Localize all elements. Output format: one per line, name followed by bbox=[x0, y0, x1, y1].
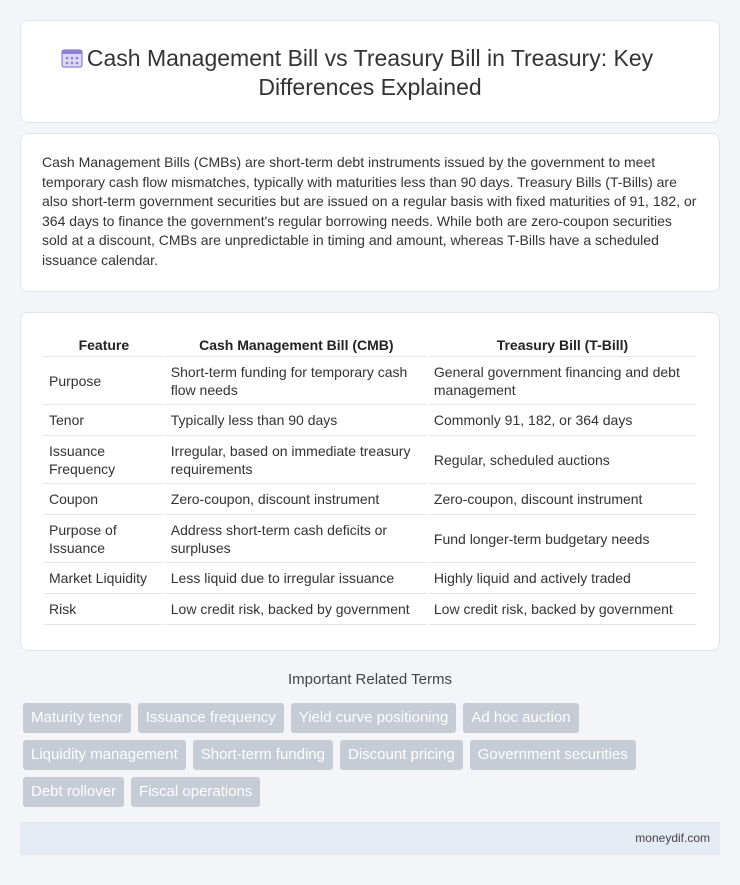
table-cell: Purpose bbox=[44, 357, 164, 405]
header-tbill: Treasury Bill (T-Bill) bbox=[429, 333, 696, 357]
table-cell: Market Liquidity bbox=[44, 563, 164, 594]
table-row bbox=[44, 484, 696, 515]
table-row bbox=[44, 563, 696, 594]
tag-row bbox=[23, 777, 713, 807]
tag-yield-curve-positioning[interactable]: Yield curve positioning bbox=[291, 703, 457, 733]
intro-paragraph: Cash Management Bills (CMBs) are short-term debt instruments issued by the government to meet temporary cash flow mismatches, typically with maturities less than 90 days. Treasury Bills (T-Bills) are also short-term government securities but are issued on a regular basis with fixed maturities of 91, 182, or 364 days to finance the government's regular borrowing needs. While both are zero-coupon securities sold at a discount, CMBs are unpredictable in timing and amount, whereas T-Bills have a scheduled issuance calendar. bbox=[42, 154, 697, 268]
table-cell: Risk bbox=[44, 594, 164, 625]
title-card bbox=[20, 20, 720, 123]
table-row bbox=[44, 405, 696, 436]
table-cell: Commonly 91, 182, or 364 days bbox=[429, 405, 696, 436]
table-cell: Short-term funding for temporary cash flow needs bbox=[166, 357, 427, 405]
table-cell: Issuance Frequency bbox=[44, 436, 164, 484]
table-row bbox=[44, 515, 696, 563]
table-cell: Zero-coupon, discount instrument bbox=[429, 484, 696, 515]
table-cell: Tenor bbox=[44, 405, 164, 436]
header-cmb: Cash Management Bill (CMB) bbox=[166, 333, 427, 357]
comparison-table bbox=[42, 333, 698, 625]
tag-ad-hoc-auction[interactable]: Ad hoc auction bbox=[463, 703, 578, 733]
tag-fiscal-operations[interactable]: Fiscal operations bbox=[131, 777, 260, 807]
table-cell: Irregular, based on immediate treasury requirements bbox=[166, 436, 427, 484]
table-row bbox=[44, 594, 696, 625]
tag-discount-pricing[interactable]: Discount pricing bbox=[340, 740, 463, 770]
tag-short-term-funding[interactable]: Short-term funding bbox=[193, 740, 333, 770]
table-row bbox=[44, 357, 696, 405]
tag-liquidity-management[interactable]: Liquidity management bbox=[23, 740, 186, 770]
table-header-row bbox=[44, 333, 696, 357]
table-cell: Highly liquid and actively traded bbox=[429, 563, 696, 594]
related-terms-heading: Important Related Terms bbox=[288, 671, 452, 688]
table-cell: Zero-coupon, discount instrument bbox=[166, 484, 427, 515]
table-row bbox=[44, 436, 696, 484]
table-cell: Coupon bbox=[44, 484, 164, 515]
table-cell: Less liquid due to irregular issuance bbox=[166, 563, 427, 594]
header-feature: Feature bbox=[44, 333, 164, 357]
table-cell: Regular, scheduled auctions bbox=[429, 436, 696, 484]
footer bbox=[20, 822, 720, 855]
footer-site-link[interactable]: moneydif.com bbox=[635, 831, 710, 845]
tag-maturity-tenor[interactable]: Maturity tenor bbox=[23, 703, 131, 733]
tag-government-securities[interactable]: Government securities bbox=[470, 740, 636, 770]
table-cell: Purpose of Issuance bbox=[44, 515, 164, 563]
table-cell: Fund longer-term budgetary needs bbox=[429, 515, 696, 563]
page-title bbox=[21, 44, 719, 102]
page-title-line1: Cash Management Bill vs Treasury Bill in Treasury: Key bbox=[86, 45, 654, 71]
intro-card bbox=[20, 133, 720, 292]
related-terms-list bbox=[23, 703, 713, 814]
page-title-line2: Differences Explained bbox=[258, 74, 482, 100]
table-cell: Address short-term cash deficits or surpluses bbox=[166, 515, 427, 563]
tag-row bbox=[23, 740, 713, 770]
comparison-card bbox=[20, 312, 720, 651]
table-cell: General government financing and debt management bbox=[429, 357, 696, 405]
tag-debt-rollover[interactable]: Debt rollover bbox=[23, 777, 124, 807]
table-cell: Low credit risk, backed by government bbox=[166, 594, 427, 625]
tag-issuance-frequency[interactable]: Issuance frequency bbox=[138, 703, 284, 733]
tag-row bbox=[23, 703, 713, 733]
table-cell: Typically less than 90 days bbox=[166, 405, 427, 436]
table-cell: Low credit risk, backed by government bbox=[429, 594, 696, 625]
